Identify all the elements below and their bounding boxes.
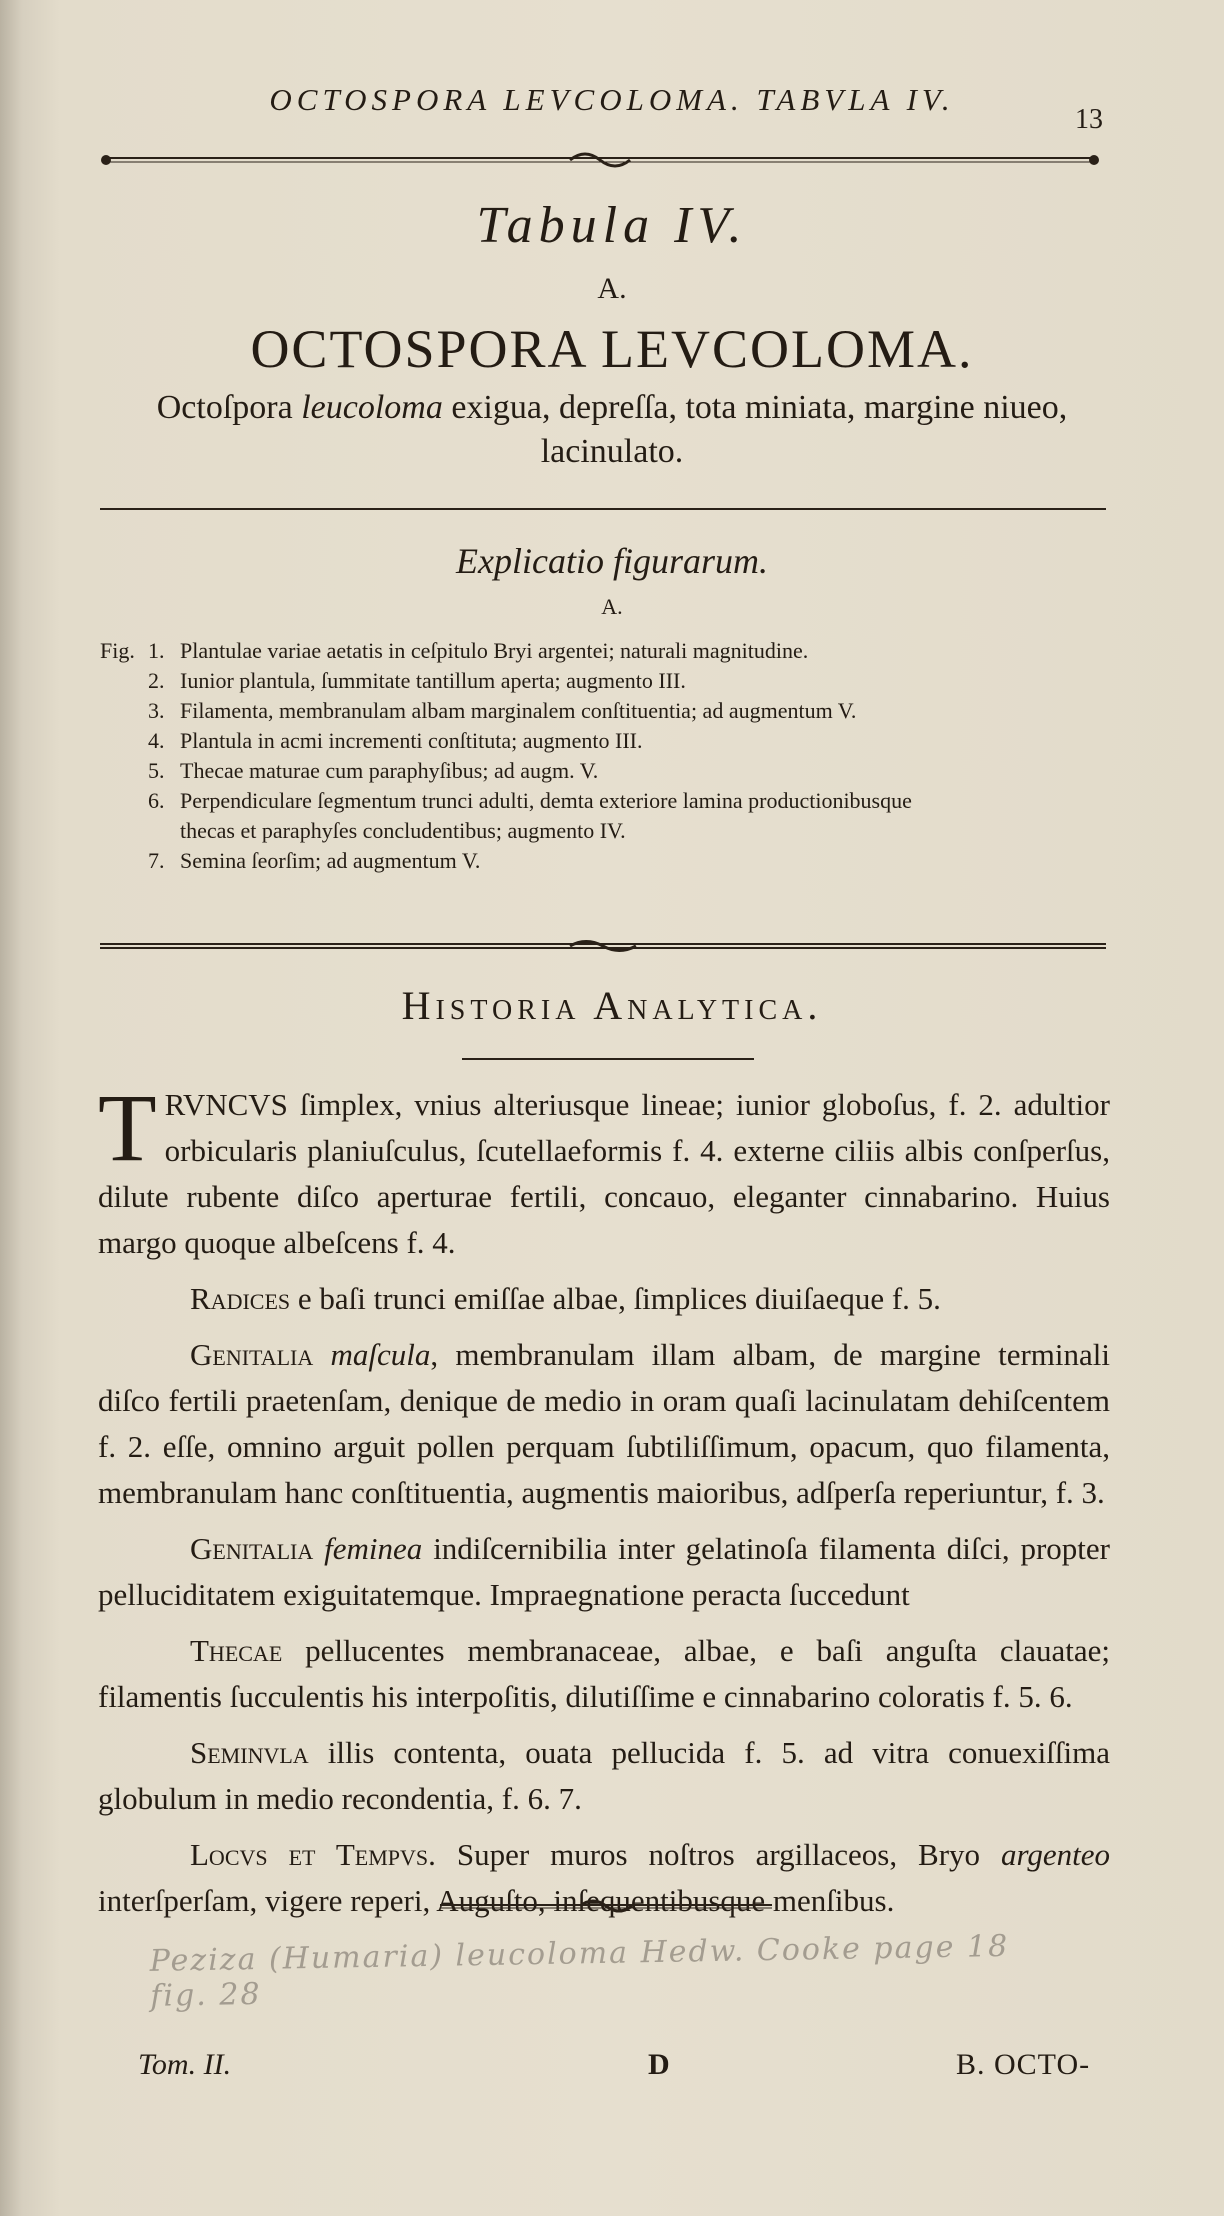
drop-cap: T (98, 1074, 157, 1181)
lead-word: Locvs et Tempvs. (190, 1837, 436, 1872)
paragraph-text: illis contenta, ouata pellucida f. 5. ad vitra conuexiſſima globulum in medio recondentia, f. 6. 7. (98, 1735, 1110, 1816)
signature-mark: D (648, 2048, 670, 2081)
figure-entry (100, 636, 1120, 666)
diagnosis-genus: Octoſpora (156, 389, 293, 426)
paragraph-text: pellucentes membranaceae, albae, e baſi anguſta clauatae; filamentis ſucculentis his interpoſitis, dilutiſſime e cinnabarino coloratis f. 5. 6. (98, 1633, 1110, 1714)
figure-number: 7. (148, 848, 165, 873)
running-title: OCTOSPORA LEVCOLOMA. TABVLA IV. (269, 82, 955, 117)
catchword: B. OCTO- (956, 2048, 1091, 2081)
figure-entry-continued (100, 816, 1120, 846)
figure-prefix (100, 846, 148, 876)
paragraph-text: Super muros noſtros argillaceos, Bryo (435, 1837, 1001, 1872)
figure-text: Perpendiculare ſegmentum trunci adulti, demta exteriore lamina productionibusque (180, 788, 912, 813)
italic-term: maſcula (313, 1337, 431, 1372)
lead-word: Thecae (190, 1633, 283, 1668)
figure-entry (100, 756, 1120, 786)
paragraph-text: ſimplex, vnius alteriusque lineae; iunior globoſus, f. 2. adultior orbicularis planiuſculus, ſcutellaeformis f. 4. externe ciliis albis conſperſus, dilute rubente diſco aperturae fertili, concauo, eleganter cinnabarino. Huius margo quoque albeſcens f. 4. (98, 1087, 1110, 1260)
plate-letter: A. (597, 272, 627, 305)
lead-word: RVNCVS (164, 1087, 288, 1122)
figure-text: Filamenta, membranulam albam marginalem conſtituentia; ad augmentum V. (180, 698, 857, 723)
figure-prefix (100, 756, 148, 786)
diagnosis-text: exigua, depreſſa, tota miniata, margine niueo, lacinulato. (442, 389, 1068, 470)
diagnosis-epithet: leucoloma (301, 389, 443, 426)
figure-number: 3. (148, 698, 165, 723)
ornamental-rule-middle (100, 938, 1106, 954)
figure-number: 6. (148, 788, 165, 813)
figure-prefix (100, 696, 148, 726)
ornamental-rule-bottom (440, 1896, 772, 1916)
explicatio-heading: Explicatio figurarum. (456, 541, 768, 581)
figure-prefix (100, 666, 148, 696)
short-rule (462, 1058, 754, 1060)
figure-entry (100, 846, 1120, 876)
figure-entry (100, 666, 1120, 696)
lead-word: Genitalia (190, 1337, 314, 1372)
page-number: 13 (1075, 104, 1103, 135)
figure-text: Thecae maturae cum paraphyſibus; ad augm. V. (180, 758, 599, 783)
italic-term: argenteo (1000, 1837, 1111, 1872)
lead-word: Radices (190, 1281, 291, 1316)
figure-text: Plantulae variae aetatis in ceſpitulo Bryi argentei; naturali magnitudine. (180, 638, 809, 663)
figure-text: Plantula in acmi incrementi conſtituta; augmento III. (180, 728, 643, 753)
paragraph-text: e baſi trunci emiſſae albae, ſimplices diuiſaeque f. 5. (290, 1281, 941, 1316)
figure-text: thecas et paraphyſes concludentibus; augmento IV. (180, 818, 626, 843)
paragraph-genitalia-feminea (98, 1526, 1110, 1618)
figure-entry (100, 726, 1120, 756)
paragraph-seminula (98, 1730, 1110, 1822)
paragraph-text: , membranulam illam albam, de margine terminali diſco fertili praetenſam, denique de medio in oram quaſi lacinulatam dehiſcentem f. 2. eſſe, omnino arguit pollen perquam ſubtiliſſimum, opacum, quo filamenta, membranulam hanc conſtituentia, augmentis maioribus, adſperſa reperiuntur, f. 3. (98, 1337, 1111, 1510)
paragraph-text: interſperſam, vigere reperi, Auguſto, inſequentibusque menſibus. (98, 1883, 895, 1918)
explicatio-letter: A. (601, 594, 623, 619)
plate-title: Tabula IV. (476, 197, 748, 254)
figure-entry (100, 696, 1120, 726)
figure-prefix (100, 786, 148, 816)
species-title: OCTOSPORA LEVCOLOMA. (250, 319, 974, 379)
figure-entry (100, 786, 1120, 816)
figure-prefix: Fig. (100, 638, 135, 663)
figure-prefix (100, 726, 148, 756)
handwritten-annotation: Peziza (Humaria) leucoloma Hedw. Cooke page 18 fig. 28 (149, 1928, 1010, 2014)
figure-list (100, 636, 1120, 876)
figure-number: 2. (148, 668, 165, 693)
figure-number: 5. (148, 758, 165, 783)
historia-text (98, 1074, 1111, 1934)
lead-word: Genitalia (190, 1531, 314, 1566)
figure-number: 4. (148, 728, 165, 753)
figure-text: Semina ſeorſim; ad augmentum V. (180, 848, 481, 873)
paragraph-genitalia-mascula (98, 1332, 1110, 1516)
diagnosis (120, 386, 1104, 474)
section-heading: Historia Analytica. (401, 983, 823, 1028)
figure-text: Iunior plantula, ſummitate tantillum aperta; augmento III. (180, 668, 686, 693)
divider-rule (100, 508, 1106, 510)
lead-word: Seminvla (190, 1735, 309, 1770)
paragraph-thecae (98, 1628, 1110, 1720)
paragraph-truncus (98, 1074, 1110, 1266)
volume-label: Tom. II. (138, 2048, 232, 2081)
ornamental-rule-top (100, 148, 1100, 172)
paragraph-radices (98, 1276, 1110, 1322)
figure-number: 1. (148, 638, 165, 663)
paragraph-text: indiſcernibilia inter gelatinoſa filamenta diſci, propter pelluciditatem exiguitatemque. Impraegnatione peracta ſuccedunt (98, 1531, 1110, 1612)
italic-term: feminea (313, 1531, 423, 1566)
